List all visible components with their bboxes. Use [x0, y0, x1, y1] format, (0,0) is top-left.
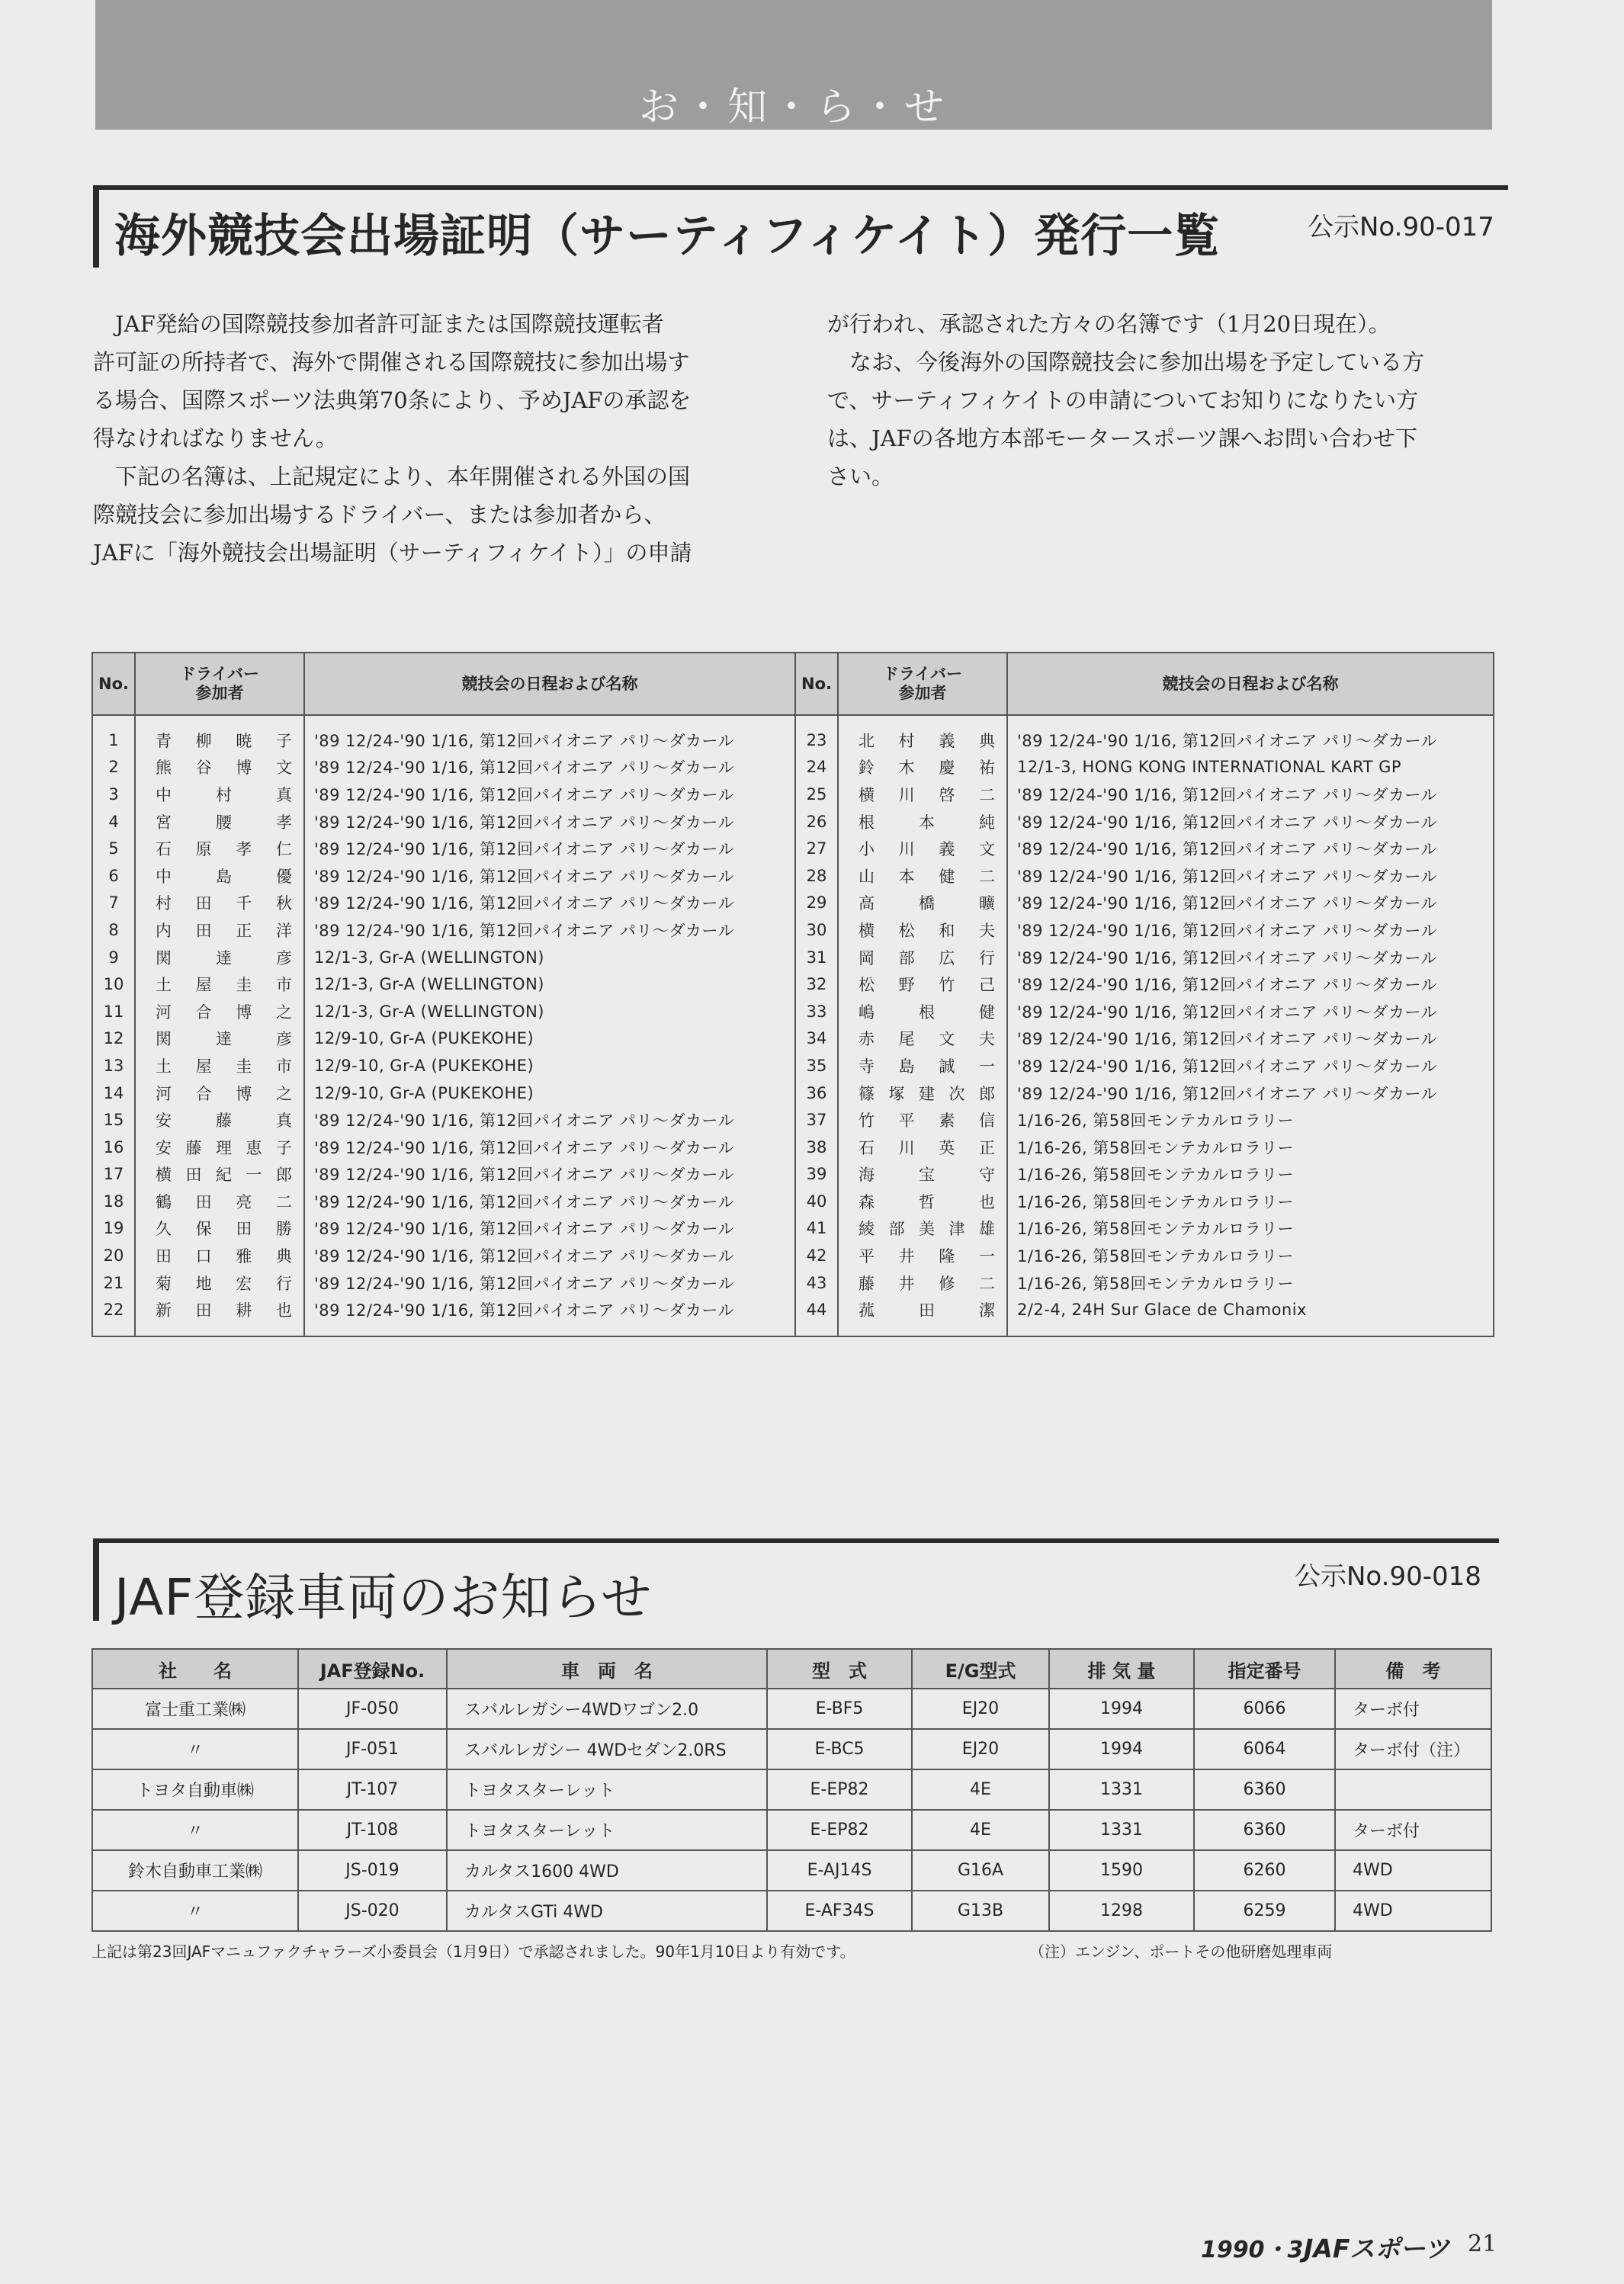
header-band-title: お・知・ら・せ [638, 85, 948, 130]
intro-line: JAF発給の国際競技参加者許可証または国際競技運転者 [115, 311, 664, 337]
driver-no: 2 [92, 754, 135, 781]
section1-title: 海外競技会出場証明（サーティフィケイト）発行一覧 [114, 210, 1221, 263]
section1-rule [93, 185, 1508, 190]
driver-no: 24 [795, 754, 838, 781]
driver-row [92, 781, 1494, 808]
driver-row [92, 970, 1494, 998]
vehicle-row [92, 1810, 1491, 1850]
driver-name: 新田耕也 [135, 1296, 304, 1336]
header-event: 競技会の日程および名称 [304, 653, 795, 715]
event-name: '89 12/24-'90 1/16, 第12回パイオニア パリ～ダカール [304, 1106, 795, 1134]
vehicle-designation: 6066 [1194, 1689, 1335, 1729]
driver-no: 18 [92, 1188, 135, 1215]
driver-no: 40 [795, 1188, 838, 1215]
vehicle-model: E-EP82 [767, 1810, 912, 1850]
driver-no: 9 [92, 944, 135, 971]
intro-left-column [93, 305, 764, 572]
header-band [95, 0, 1492, 130]
vehicle-designation: 6360 [1194, 1769, 1335, 1810]
intro-line: 許可証の所持者で、海外で開催される国際競技に参加出場す [93, 349, 690, 375]
event-name: 12/9-10, Gr-A (PUKEKOHE) [304, 1052, 795, 1079]
event-name: '89 12/24-'90 1/16, 第12回パイオニア パリ～ダカール [1007, 970, 1494, 998]
vehicle-jaf-no: JF-050 [298, 1689, 447, 1729]
header-event: 競技会の日程および名称 [1007, 653, 1494, 715]
driver-name: 山本健二 [838, 862, 1007, 890]
vehicles-table [91, 1648, 1492, 1932]
driver-name: 森哲也 [838, 1188, 1007, 1215]
driver-no: 31 [795, 944, 838, 971]
header-no: No. [92, 653, 135, 715]
driver-no: 7 [92, 890, 135, 917]
driver-no: 26 [795, 808, 838, 836]
driver-name: 赤尾文夫 [838, 1025, 1007, 1053]
event-name: '89 12/24-'90 1/16, 第12回パイオニア パリ～ダカール [304, 1134, 795, 1161]
vehicle-designation: 6064 [1194, 1729, 1335, 1769]
driver-name: 横川啓二 [838, 781, 1007, 808]
driver-no: 43 [795, 1269, 838, 1297]
vehicle-remarks: 4WD [1335, 1891, 1491, 1931]
vehicle-jaf-no: JF-051 [298, 1729, 447, 1769]
driver-name: 土屋圭市 [135, 1052, 304, 1079]
approval-note: 上記は第23回JAFマニュファクチャラーズ小委員会（1月9日）で承認されました。90年1月10日より有効です。 [91, 1942, 855, 1961]
driver-no: 41 [795, 1215, 838, 1243]
event-name: '89 12/24-'90 1/16, 第12回パイオニア パリ～ダカール [1007, 808, 1494, 836]
driver-name: 菰田潔 [838, 1296, 1007, 1336]
driver-row [92, 1269, 1494, 1297]
vehicle-company: 〃 [92, 1891, 298, 1931]
intro-right-column [827, 305, 1498, 496]
event-name: '89 12/24-'90 1/16, 第12回パイオニア パリ～ダカール [304, 1269, 795, 1297]
event-name: '89 12/24-'90 1/16, 第12回パイオニア パリ～ダカール [1007, 1079, 1494, 1107]
header-driver-line2: 参加者 [195, 684, 244, 702]
driver-name: 平井隆一 [838, 1242, 1007, 1269]
driver-no: 32 [795, 970, 838, 998]
driver-name: 石原孝仁 [135, 835, 304, 862]
driver-name: 横松和夫 [838, 916, 1007, 944]
driver-row [92, 862, 1494, 890]
driver-name: 関達彦 [135, 944, 304, 971]
vehicle-engine: G13B [912, 1891, 1049, 1931]
driver-name: 横田紀一郎 [135, 1161, 304, 1189]
vehicle-displacement: 1331 [1049, 1810, 1194, 1850]
section2-notice-no: 公示No.90-018 [1295, 1561, 1481, 1592]
header-driver-line1: ドライバー [883, 665, 962, 683]
event-name: '89 12/24-'90 1/16, 第12回パイオニア パリ～ダカール [304, 1188, 795, 1215]
driver-no: 12 [92, 1025, 135, 1053]
event-name: '89 12/24-'90 1/16, 第12回パイオニア パリ～ダカール [304, 754, 795, 781]
vehicle-row [92, 1689, 1491, 1729]
driver-row [92, 1025, 1494, 1053]
driver-no: 1 [92, 715, 135, 754]
vehicle-engine: G16A [912, 1850, 1049, 1891]
vehicle-remarks [1335, 1769, 1491, 1810]
event-name: '89 12/24-'90 1/16, 第12回パイオニア パリ～ダカール [304, 1161, 795, 1189]
driver-row [92, 715, 1494, 754]
event-name: 1/16-26, 第58回モンテカルロラリー [1007, 1161, 1494, 1189]
driver-no: 27 [795, 835, 838, 862]
event-name: '89 12/24-'90 1/16, 第12回パイオニア パリ～ダカール [1007, 1052, 1494, 1079]
driver-no: 38 [795, 1134, 838, 1161]
driver-name: 嶋根健 [838, 998, 1007, 1025]
intro-line: 際競技会に参加出場するドライバー、または参加者から、 [93, 502, 666, 528]
vehicle-remarks: ターボ付 [1335, 1689, 1491, 1729]
driver-name: 安藤理恵子 [135, 1134, 304, 1161]
vehicle-jaf-no: JT-107 [298, 1769, 447, 1810]
driver-row [92, 808, 1494, 836]
driver-name: 小川義文 [838, 835, 1007, 862]
driver-no: 39 [795, 1161, 838, 1189]
header-displacement: 排 気 量 [1049, 1649, 1194, 1689]
driver-name: 篠塚建次郎 [838, 1079, 1007, 1107]
event-name: '89 12/24-'90 1/16, 第12回パイオニア パリ～ダカール [1007, 1025, 1494, 1053]
intro-line: さい。 [827, 464, 894, 489]
vehicle-company: 〃 [92, 1729, 298, 1769]
vehicle-engine: 4E [912, 1769, 1049, 1810]
vehicle-jaf-no: JS-019 [298, 1850, 447, 1891]
driver-name: 内田正洋 [135, 916, 304, 944]
intro-line: JAFに「海外競技会出場証明（サーティフィケイト）」の申請 [93, 540, 692, 566]
driver-row [92, 890, 1494, 917]
footer-magazine: JAFスポーツ [1304, 2234, 1450, 2263]
event-name: '89 12/24-'90 1/16, 第12回パイオニア パリ～ダカール [1007, 781, 1494, 808]
driver-no: 14 [92, 1079, 135, 1107]
vehicle-displacement: 1994 [1049, 1729, 1194, 1769]
driver-no: 13 [92, 1052, 135, 1079]
driver-name: 寺島誠一 [838, 1052, 1007, 1079]
vehicle-designation: 6360 [1194, 1810, 1335, 1850]
driver-no: 20 [92, 1242, 135, 1269]
driver-no: 30 [795, 916, 838, 944]
driver-no: 23 [795, 715, 838, 754]
vehicle-jaf-no: JT-108 [298, 1810, 447, 1850]
intro-line: 得なければなりません。 [93, 425, 338, 451]
driver-name: 高橋曠 [838, 890, 1007, 917]
vehicle-row [92, 1891, 1491, 1931]
event-name: 1/16-26, 第58回モンテカルロラリー [1007, 1188, 1494, 1215]
driver-no: 10 [92, 970, 135, 998]
header-company: 社 名 [92, 1649, 298, 1689]
driver-name: 熊谷博文 [135, 754, 304, 781]
vehicles-table-body [92, 1689, 1491, 1931]
event-name: '89 12/24-'90 1/16, 第12回パイオニア パリ～ダカール [304, 781, 795, 808]
vehicle-company: トヨタ自動車㈱ [92, 1769, 298, 1810]
driver-no: 6 [92, 862, 135, 890]
header-driver [838, 653, 1007, 715]
header-designation: 指定番号 [1194, 1649, 1335, 1689]
driver-name: 藤井修二 [838, 1269, 1007, 1297]
vehicle-car-name: スバルレガシー4WDワゴン2.0 [447, 1689, 767, 1729]
event-name: 12/9-10, Gr-A (PUKEKOHE) [304, 1025, 795, 1053]
vehicle-remarks: ターボ付（注） [1335, 1729, 1491, 1769]
footer-issue: 1990・3 [1201, 2237, 1304, 2263]
driver-no: 36 [795, 1079, 838, 1107]
event-name: 12/1-3, Gr-A (WELLINGTON) [304, 970, 795, 998]
event-name: 1/16-26, 第58回モンテカルロラリー [1007, 1134, 1494, 1161]
event-name: '89 12/24-'90 1/16, 第12回パイオニア パリ～ダカール [304, 916, 795, 944]
event-name: '89 12/24-'90 1/16, 第12回パイオニア パリ～ダカール [1007, 944, 1494, 971]
event-name: '89 12/24-'90 1/16, 第12回パイオニア パリ～ダカール [1007, 862, 1494, 890]
header-driver [135, 653, 304, 715]
section2-rule [93, 1538, 1499, 1543]
header-driver-line1: ドライバー [180, 665, 259, 683]
drivers-table-body [92, 715, 1494, 1336]
vehicle-designation: 6260 [1194, 1850, 1335, 1891]
driver-no: 37 [795, 1106, 838, 1134]
driver-row [92, 1134, 1494, 1161]
driver-row [92, 1106, 1494, 1134]
driver-no: 8 [92, 916, 135, 944]
footer-page-number: 21 [1468, 2231, 1497, 2257]
vehicle-row [92, 1769, 1491, 1810]
event-name: '89 12/24-'90 1/16, 第12回パイオニア パリ～ダカール [304, 862, 795, 890]
vehicle-remarks: 4WD [1335, 1850, 1491, 1891]
driver-name: 中村真 [135, 781, 304, 808]
intro-line: で、サーティフィケイトの申請についてお知りになりたい方 [827, 387, 1419, 413]
driver-no: 21 [92, 1269, 135, 1297]
driver-no: 5 [92, 835, 135, 862]
vehicle-displacement: 1994 [1049, 1689, 1194, 1729]
vehicle-row [92, 1729, 1491, 1769]
driver-no: 28 [795, 862, 838, 890]
driver-no: 25 [795, 781, 838, 808]
vehicle-displacement: 1298 [1049, 1891, 1194, 1931]
driver-row [92, 1052, 1494, 1079]
driver-no: 44 [795, 1296, 838, 1336]
vehicle-engine: 4E [912, 1810, 1049, 1850]
vehicle-jaf-no: JS-020 [298, 1891, 447, 1931]
driver-name: 松野竹己 [838, 970, 1007, 998]
event-name: 12/1-3, HONG KONG INTERNATIONAL KART GP [1007, 754, 1494, 781]
vehicle-model: E-AF34S [767, 1891, 912, 1931]
vehicle-model: E-AJ14S [767, 1850, 912, 1891]
vehicle-model: E-BC5 [767, 1729, 912, 1769]
driver-no: 4 [92, 808, 135, 836]
intro-line: なお、今後海外の国際競技会に参加出場を予定している方 [849, 349, 1425, 375]
vehicle-car-name: トヨタスターレット [447, 1769, 767, 1810]
driver-no: 3 [92, 781, 135, 808]
vehicle-company: 鈴木自動車工業㈱ [92, 1850, 298, 1891]
driver-name: 北村義典 [838, 715, 1007, 754]
event-name: 1/16-26, 第58回モンテカルロラリー [1007, 1269, 1494, 1297]
driver-no: 19 [92, 1215, 135, 1243]
section1-notice-no: 公示No.90-017 [1308, 212, 1494, 242]
event-name: 1/16-26, 第58回モンテカルロラリー [1007, 1106, 1494, 1134]
driver-no: 22 [92, 1296, 135, 1336]
vehicle-remarks: ターボ付 [1335, 1810, 1491, 1850]
driver-no: 34 [795, 1025, 838, 1053]
driver-name: 河合博之 [135, 1079, 304, 1107]
header-no: No. [795, 653, 838, 715]
vehicle-car-name: カルタス1600 4WD [447, 1850, 767, 1891]
driver-row [92, 1161, 1494, 1189]
vehicle-engine: EJ20 [912, 1729, 1049, 1769]
vehicles-table-header [92, 1649, 1491, 1689]
driver-row [92, 1079, 1494, 1107]
header-jaf-no: JAF登録No. [298, 1649, 447, 1689]
header-remarks: 備 考 [1335, 1649, 1491, 1689]
event-name: '89 12/24-'90 1/16, 第12回パイオニア パリ～ダカール [304, 835, 795, 862]
driver-name: 竹平素信 [838, 1106, 1007, 1134]
driver-no: 35 [795, 1052, 838, 1079]
driver-row [92, 998, 1494, 1025]
event-name: '89 12/24-'90 1/16, 第12回パイオニア パリ～ダカール [304, 715, 795, 754]
driver-no: 15 [92, 1106, 135, 1134]
driver-name: 田口雅典 [135, 1242, 304, 1269]
intro-line: は、JAFの各地方本部モータースポーツ課へお問い合わせ下 [827, 425, 1417, 451]
driver-name: 海宝守 [838, 1161, 1007, 1189]
driver-name: 宮腰孝 [135, 808, 304, 836]
driver-name: 根本純 [838, 808, 1007, 836]
event-name: '89 12/24-'90 1/16, 第12回パイオニア パリ～ダカール [1007, 998, 1494, 1025]
driver-name: 土屋圭市 [135, 970, 304, 998]
header-car-name: 車 両 名 [447, 1649, 767, 1689]
driver-name: 村田千秋 [135, 890, 304, 917]
driver-no: 17 [92, 1161, 135, 1189]
driver-row [92, 1296, 1494, 1336]
driver-row [92, 1242, 1494, 1269]
driver-name: 岡部広行 [838, 944, 1007, 971]
driver-name: 綾部美津雄 [838, 1215, 1007, 1243]
vehicle-model: E-EP82 [767, 1769, 912, 1810]
vehicle-displacement: 1331 [1049, 1769, 1194, 1810]
intro-line: 下記の名簿は、上記規定により、本年開催される外国の国 [115, 464, 691, 489]
event-name: '89 12/24-'90 1/16, 第12回パイオニア パリ～ダカール [304, 1215, 795, 1243]
driver-row [92, 754, 1494, 781]
vehicle-displacement: 1590 [1049, 1850, 1194, 1891]
driver-name: 石川英正 [838, 1134, 1007, 1161]
event-name: 12/9-10, Gr-A (PUKEKOHE) [304, 1079, 795, 1107]
vehicle-model: E-BF5 [767, 1689, 912, 1729]
driver-row [92, 1215, 1494, 1243]
driver-name: 中島優 [135, 862, 304, 890]
driver-name: 鶴田亮二 [135, 1188, 304, 1215]
event-name: '89 12/24-'90 1/16, 第12回パイオニア パリ～ダカール [304, 1296, 795, 1336]
driver-no: 42 [795, 1242, 838, 1269]
vehicle-engine: EJ20 [912, 1689, 1049, 1729]
event-name: '89 12/24-'90 1/16, 第12回パイオニア パリ～ダカール [304, 808, 795, 836]
driver-name: 鈴木慶祐 [838, 754, 1007, 781]
event-name: '89 12/24-'90 1/16, 第12回パイオニア パリ～ダカール [1007, 835, 1494, 862]
driver-name: 河合博之 [135, 998, 304, 1025]
header-engine: E/G型式 [912, 1649, 1049, 1689]
vehicle-car-name: スバルレガシー 4WDセダン2.0RS [447, 1729, 767, 1769]
event-name: 1/16-26, 第58回モンテカルロラリー [1007, 1215, 1494, 1243]
event-name: '89 12/24-'90 1/16, 第12回パイオニア パリ～ダカール [1007, 715, 1494, 754]
event-name: 12/1-3, Gr-A (WELLINGTON) [304, 998, 795, 1025]
driver-row [92, 916, 1494, 944]
header-model: 型 式 [767, 1649, 912, 1689]
intro-line: が行われ、承認された方々の名簿です（1月20日現在）。 [827, 311, 1391, 337]
vehicle-car-name: トヨタスターレット [447, 1810, 767, 1850]
driver-no: 11 [92, 998, 135, 1025]
event-name: '89 12/24-'90 1/16, 第12回パイオニア パリ～ダカール [1007, 890, 1494, 917]
vehicle-car-name: カルタスGTi 4WD [447, 1891, 767, 1931]
event-name: 12/1-3, Gr-A (WELLINGTON) [304, 944, 795, 971]
vehicle-row [92, 1850, 1491, 1891]
driver-name: 青柳暁子 [135, 715, 304, 754]
driver-name: 安藤真 [135, 1106, 304, 1134]
driver-name: 関達彦 [135, 1025, 304, 1053]
section2-tick [93, 1538, 99, 1621]
driver-row [92, 835, 1494, 862]
event-name: '89 12/24-'90 1/16, 第12回パイオニア パリ～ダカール [304, 890, 795, 917]
event-name: '89 12/24-'90 1/16, 第12回パイオニア パリ～ダカール [304, 1242, 795, 1269]
driver-no: 29 [795, 890, 838, 917]
intro-line: る場合、国際スポーツ法典第70条により、予めJAFの承認を [93, 387, 692, 413]
vehicle-company: 〃 [92, 1810, 298, 1850]
drivers-table [91, 652, 1494, 1337]
driver-no: 16 [92, 1134, 135, 1161]
vehicle-company: 富士重工業㈱ [92, 1689, 298, 1729]
vehicle-designation: 6259 [1194, 1891, 1335, 1931]
driver-no: 33 [795, 998, 838, 1025]
section1-tick [93, 185, 99, 268]
driver-row [92, 944, 1494, 971]
footnote: （注）エンジン、ポートその他研磨処理車両 [1029, 1942, 1333, 1961]
driver-row [92, 1188, 1494, 1215]
driver-name: 菊地宏行 [135, 1269, 304, 1297]
driver-name: 久保田勝 [135, 1215, 304, 1243]
header-driver-line2: 参加者 [898, 684, 947, 702]
event-name: 1/16-26, 第58回モンテカルロラリー [1007, 1242, 1494, 1269]
event-name: 2/2-4, 24H Sur Glace de Chamonix [1007, 1296, 1494, 1336]
drivers-table-header [92, 653, 1494, 715]
section2-title: JAF登録車両のお知らせ [114, 1568, 653, 1627]
event-name: '89 12/24-'90 1/16, 第12回パイオニア パリ～ダカール [1007, 916, 1494, 944]
